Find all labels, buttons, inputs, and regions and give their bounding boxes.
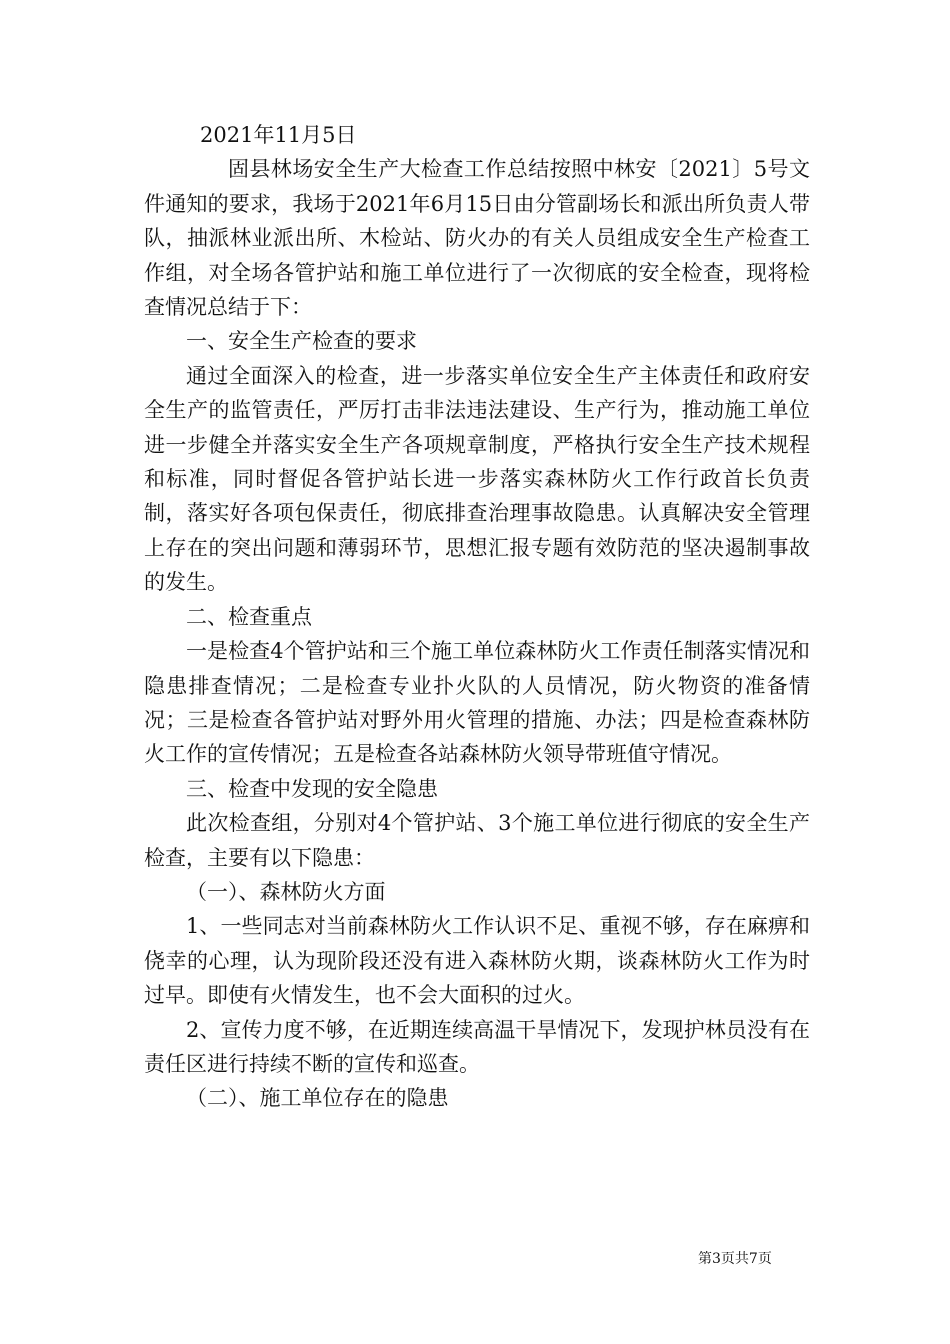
section-heading-focus: 二、检查重点 — [186, 604, 312, 629]
fire-item-1-paragraph: 1、一些同志对当前森林防火工作认识不足、重视不够，存在麻痹和侥幸的心理，认为现阶段还没有进入森林防火期，谈森林防火工作为时过早。即使有火情发生，也不会大面积的过火。 — [144, 914, 810, 1008]
document-body — [144, 118, 810, 1116]
page-number-footer: 第3页共7页 — [698, 1251, 772, 1267]
focus-paragraph: 一是检查4个管护站和三个施工单位森林防火工作责任制落实情况和隐患排查情况；二是检查专业扑火队的人员情况，防火物资的准备情况；三是检查各管护站对野外用火管理的措施、办法；四是检查森林防火工作的宣传情况；五是检查各站森林防火领导带班值守情况。 — [144, 639, 810, 767]
hazards-intro-paragraph: 此次检查组，分别对4个管护站、3个施工单位进行彻底的安全生产检查，主要有以下隐患： — [144, 811, 810, 870]
subsection-heading-construction: （二）、施工单位存在的隐患 — [186, 1086, 449, 1111]
fire-item-2-paragraph: 2、宣传力度不够，在近期连续高温干旱情况下，发现护林员没有在责任区进行持续不断的宣传和巡查。 — [144, 1017, 810, 1076]
section-heading-hazards: 三、检查中发现的安全隐患 — [186, 776, 438, 801]
document-date: 2021年11月5日 — [200, 123, 357, 147]
intro-paragraph: 固县林场安全生产大检查工作总结按照中林安〔2021〕5号文件通知的要求，我场于2021年6月15日由分管副场长和派出所负责人带队，抽派林业派出所、木检站、防火办的有关人员组成安全生产检查工作组，对全场各管护站和施工单位进行了一次彻底的安全检查，现将检查情况总结于下： — [144, 157, 810, 320]
requirements-paragraph: 通过全面深入的检查，进一步落实单位安全生产主体责任和政府安全生产的监管责任，严厉打击非法违法建设、生产行为，推动施工单位进一步健全并落实安全生产各项规章制度，严格执行安全生产技术规程和标准，同时督促各管护站长进一步落实森林防火工作行政首长负责制，落实好各项包保责任，彻底排查治理事故隐患。认真解决安全管理上存在的突出问题和薄弱环节，思想汇报专题有效防范的坚决遏制事故的发生。 — [144, 363, 810, 595]
subsection-heading-fire-prevention: （一）、森林防火方面 — [186, 879, 386, 904]
section-heading-requirements: 一、安全生产检查的要求 — [186, 329, 417, 354]
